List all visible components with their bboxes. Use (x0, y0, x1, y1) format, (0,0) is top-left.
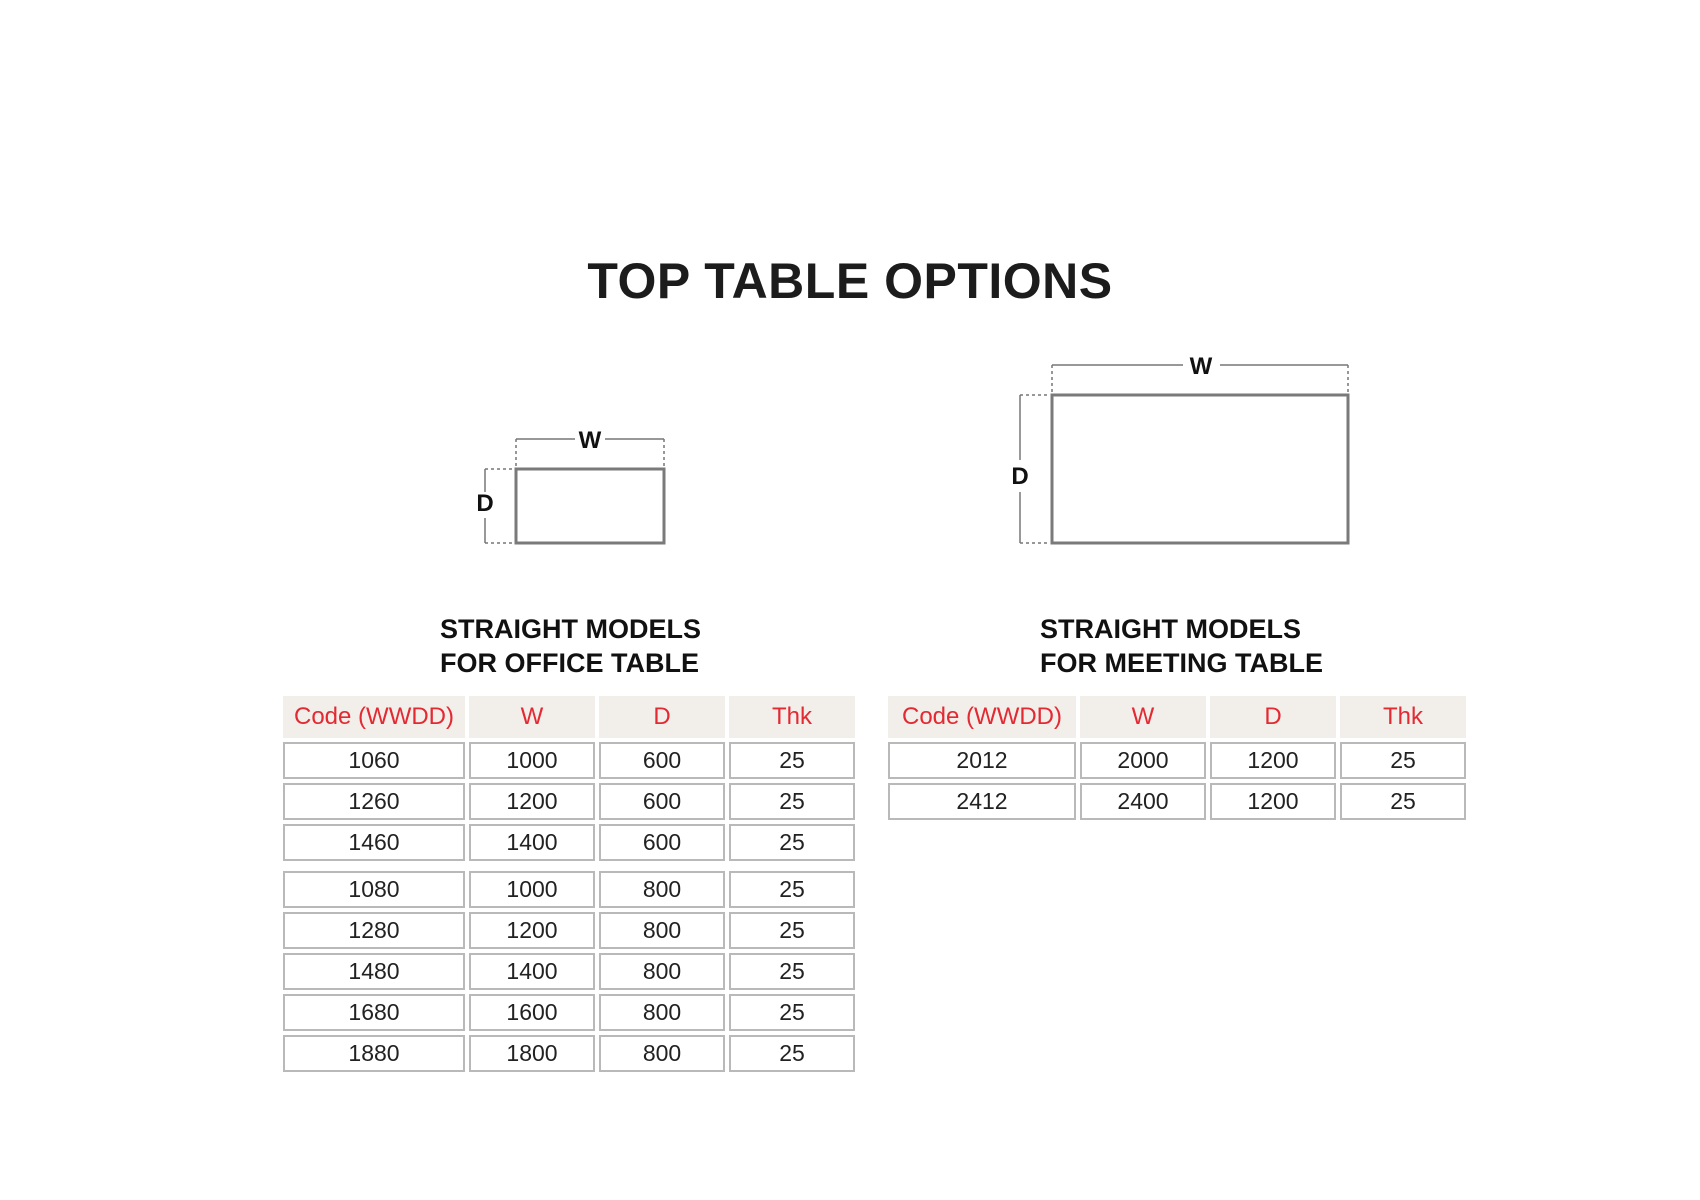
cell-d: 1200 (1210, 783, 1336, 820)
meeting-heading-line2: FOR MEETING TABLE (1040, 648, 1323, 678)
meeting-depth-label: D (1011, 463, 1029, 490)
cell-d: 600 (599, 824, 725, 861)
office-width-label: W (578, 427, 602, 454)
meeting-top-shape (1052, 395, 1348, 543)
cell-w: 2000 (1080, 742, 1206, 779)
cell-code: 2012 (888, 742, 1076, 779)
table-row (283, 994, 855, 1031)
cell-thk: 25 (1340, 742, 1466, 779)
table-row (283, 912, 855, 949)
table-row (283, 742, 855, 779)
office-top-shape (516, 469, 664, 543)
column-header-thk: Thk (729, 696, 855, 738)
column-header-code: Code (WWDD) (283, 696, 465, 738)
meeting-width-label: W (1189, 353, 1213, 380)
office-heading-line2: FOR OFFICE TABLE (440, 648, 699, 678)
cell-thk: 25 (729, 871, 855, 908)
cell-thk: 25 (1340, 783, 1466, 820)
cell-d: 600 (599, 783, 725, 820)
group-separator (283, 865, 855, 867)
cell-w: 1000 (469, 871, 595, 908)
cell-code: 1280 (283, 912, 465, 949)
cell-w: 1800 (469, 1035, 595, 1072)
cell-w: 1000 (469, 742, 595, 779)
cell-code: 2412 (888, 783, 1076, 820)
meeting-heading-line1: STRAIGHT MODELS (1040, 614, 1301, 644)
cell-d: 1200 (1210, 742, 1336, 779)
cell-w: 1200 (469, 783, 595, 820)
cell-code: 1880 (283, 1035, 465, 1072)
cell-thk: 25 (729, 783, 855, 820)
column-header-code: Code (WWDD) (888, 696, 1076, 738)
cell-thk: 25 (729, 994, 855, 1031)
cell-w: 2400 (1080, 783, 1206, 820)
cell-d: 800 (599, 994, 725, 1031)
cell-w: 1400 (469, 824, 595, 861)
table-header-row (283, 696, 855, 738)
cell-code: 1680 (283, 994, 465, 1031)
table-row (283, 1035, 855, 1072)
cell-code: 1460 (283, 824, 465, 861)
cell-thk: 25 (729, 824, 855, 861)
office-spec-table (279, 692, 859, 1076)
column-header-w: W (469, 696, 595, 738)
cell-code: 1480 (283, 953, 465, 990)
table-row (283, 824, 855, 861)
table-row (283, 953, 855, 990)
cell-d: 600 (599, 742, 725, 779)
cell-code: 1080 (283, 871, 465, 908)
office-depth-label: D (476, 490, 494, 517)
table-row (888, 742, 1466, 779)
table-row (283, 871, 855, 908)
meeting-section-heading (1040, 612, 1323, 680)
column-header-thk: Thk (1340, 696, 1466, 738)
cell-d: 800 (599, 912, 725, 949)
cell-thk: 25 (729, 953, 855, 990)
cell-d: 800 (599, 953, 725, 990)
column-header-d: D (599, 696, 725, 738)
column-header-w: W (1080, 696, 1206, 738)
cell-thk: 25 (729, 742, 855, 779)
page-title: TOP TABLE OPTIONS (587, 253, 1113, 309)
office-section-heading (440, 612, 701, 680)
cell-code: 1260 (283, 783, 465, 820)
cell-w: 1200 (469, 912, 595, 949)
cell-code: 1060 (283, 742, 465, 779)
cell-w: 1600 (469, 994, 595, 1031)
cell-d: 800 (599, 871, 725, 908)
cell-thk: 25 (729, 912, 855, 949)
cell-d: 800 (599, 1035, 725, 1072)
table-header-row (888, 696, 1466, 738)
meeting-spec-table (884, 692, 1470, 824)
column-header-d: D (1210, 696, 1336, 738)
table-row (888, 783, 1466, 820)
office-heading-line1: STRAIGHT MODELS (440, 614, 701, 644)
group-separator-cell (283, 865, 855, 867)
cell-w: 1400 (469, 953, 595, 990)
table-row (283, 783, 855, 820)
cell-thk: 25 (729, 1035, 855, 1072)
